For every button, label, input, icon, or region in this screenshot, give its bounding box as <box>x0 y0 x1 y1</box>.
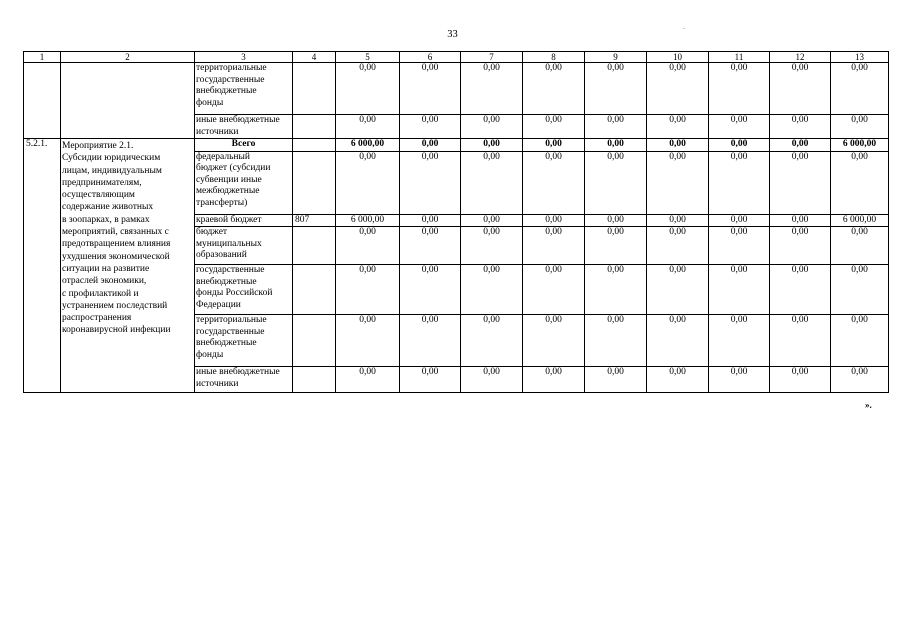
amount-cell: 0,00 <box>831 115 889 139</box>
funding-source-line: образований <box>196 250 247 260</box>
budget-table <box>23 51 889 393</box>
amount-cell: 6 000,00 <box>831 139 889 152</box>
amount-cell: 0,00 <box>709 227 770 265</box>
funding-source <box>195 367 293 393</box>
amount-cell: 0,00 <box>647 214 709 227</box>
amount-cell: 0,00 <box>585 151 647 214</box>
amount-cell: 0,00 <box>647 367 709 393</box>
measure-description-line: предпринимателям, <box>62 177 142 188</box>
funding-source-line: государственные <box>196 74 265 85</box>
funding-source-line: источники <box>196 126 239 137</box>
amount-cell: 0,00 <box>709 265 770 315</box>
amount-cell: 0,00 <box>461 227 523 265</box>
amount-cell: 0,00 <box>770 139 831 152</box>
budget-code <box>293 265 336 315</box>
funding-source-line: внебюджетные <box>196 86 257 96</box>
column-number: 7 <box>461 52 523 63</box>
amount-cell: 0,00 <box>336 151 400 214</box>
amount-cell: 0,00 <box>336 63 400 115</box>
amount-cell: 0,00 <box>336 367 400 393</box>
funding-source-line: межбюджетные <box>196 186 260 196</box>
funding-source <box>195 115 293 139</box>
funding-source <box>195 265 293 315</box>
measure-description-line: лицам, индивидуальным <box>62 165 162 176</box>
funding-source-line: фонды <box>196 97 224 108</box>
funding-source-line: внебюджетные <box>196 276 257 287</box>
amount-cell: 0,00 <box>400 151 461 214</box>
funding-source <box>195 151 293 214</box>
amount-cell: 0,00 <box>831 151 889 214</box>
column-number: 5 <box>336 52 400 63</box>
amount-cell: 6 000,00 <box>831 214 889 227</box>
amount-cell: 0,00 <box>400 227 461 265</box>
budget-code <box>293 139 336 152</box>
funding-source-line: субвенции иные <box>196 174 262 185</box>
funding-source-line: внебюджетные <box>196 338 257 348</box>
amount-cell: 0,00 <box>400 315 461 367</box>
amount-cell: 0,00 <box>647 315 709 367</box>
amount-cell: 0,00 <box>647 227 709 265</box>
amount-cell: 0,00 <box>461 63 523 115</box>
budget-code <box>293 315 336 367</box>
amount-cell: 0,00 <box>647 139 709 152</box>
amount-cell: 0,00 <box>585 367 647 393</box>
amount-cell: 0,00 <box>336 265 400 315</box>
amount-cell: 0,00 <box>523 214 585 227</box>
amount-cell: 0,00 <box>461 367 523 393</box>
item-description-cell <box>61 63 195 139</box>
amount-cell: 0,00 <box>709 367 770 393</box>
amount-cell: 0,00 <box>400 265 461 315</box>
funding-source <box>195 315 293 367</box>
funding-source-line: источники <box>196 378 239 389</box>
column-number: 3 <box>195 52 293 63</box>
amount-cell: 0,00 <box>585 214 647 227</box>
funding-source-line: территориальные <box>196 63 267 73</box>
column-number: 6 <box>400 52 461 63</box>
column-number: 12 <box>770 52 831 63</box>
funding-source <box>195 63 293 115</box>
amount-cell: 0,00 <box>400 139 461 152</box>
amount-cell: 0,00 <box>523 227 585 265</box>
budget-code: 807 <box>293 214 336 227</box>
amount-cell: 0,00 <box>523 139 585 152</box>
amount-cell: 0,00 <box>709 315 770 367</box>
funding-source <box>195 227 293 265</box>
funding-source <box>195 139 293 152</box>
amount-cell: 0,00 <box>709 151 770 214</box>
amount-cell: 0,00 <box>770 63 831 115</box>
budget-code <box>293 367 336 393</box>
amount-cell: 6 000,00 <box>336 214 400 227</box>
amount-cell: 0,00 <box>770 367 831 393</box>
amount-cell: 0,00 <box>336 315 400 367</box>
amount-cell: 0,00 <box>831 63 889 115</box>
funding-source-line: Федерации <box>196 299 241 310</box>
amount-cell: 0,00 <box>523 63 585 115</box>
amount-cell: 0,00 <box>461 265 523 315</box>
funding-source-line: иные внебюджетные <box>196 367 280 377</box>
amount-cell: 0,00 <box>831 227 889 265</box>
measure-description-line: Субсидии юридическим <box>62 153 161 164</box>
amount-cell: 0,00 <box>709 63 770 115</box>
column-number: 2 <box>61 52 195 63</box>
amount-cell: 0,00 <box>770 214 831 227</box>
funding-source-line: бюджет <box>196 227 228 237</box>
funding-source-line: краевой бюджет <box>196 214 262 225</box>
column-number: 11 <box>709 52 770 63</box>
item-number-cell <box>24 63 61 139</box>
funding-source <box>195 214 293 227</box>
amount-cell: 0,00 <box>400 115 461 139</box>
measure-description-line: содержание животных <box>62 202 154 213</box>
amount-cell: 0,00 <box>400 63 461 115</box>
amount-cell: 0,00 <box>523 367 585 393</box>
amount-cell: 0,00 <box>523 151 585 214</box>
amount-cell: 0,00 <box>585 139 647 152</box>
measure-description-line: распространения <box>62 313 132 324</box>
column-number: 8 <box>523 52 585 63</box>
table-row <box>24 139 889 152</box>
amount-cell: 0,00 <box>831 265 889 315</box>
funding-source-line: Всего <box>231 139 256 149</box>
amount-cell: 0,00 <box>770 151 831 214</box>
amount-cell: 0,00 <box>585 315 647 367</box>
amount-cell: 0,00 <box>770 265 831 315</box>
amount-cell: 0,00 <box>709 214 770 227</box>
measure-description-line: ухудшения экономической <box>62 251 170 262</box>
amount-cell: 0,00 <box>461 214 523 227</box>
amount-cell: 0,00 <box>585 265 647 315</box>
measure-description <box>61 139 195 393</box>
amount-cell: 0,00 <box>585 115 647 139</box>
amount-cell: 0,00 <box>523 315 585 367</box>
amount-cell: 0,00 <box>770 315 831 367</box>
amount-cell: 6 000,00 <box>336 139 400 152</box>
amount-cell: 0,00 <box>709 139 770 152</box>
funding-source-line: бюджет (субсидии <box>196 163 271 173</box>
column-number: 1 <box>24 52 61 63</box>
amount-cell: 0,00 <box>461 151 523 214</box>
amount-cell: 0,00 <box>336 115 400 139</box>
amount-cell: 0,00 <box>770 115 831 139</box>
measure-description-line: в зоопарках, в рамках <box>62 214 150 225</box>
amount-cell: 0,00 <box>585 227 647 265</box>
amount-cell: 0,00 <box>647 265 709 315</box>
column-number-row <box>24 52 889 63</box>
funding-source-line: фонды Российской <box>196 288 273 298</box>
budget-code <box>293 63 336 115</box>
amount-cell: 0,00 <box>647 63 709 115</box>
budget-code <box>293 151 336 214</box>
measure-description-line: с профилактикой и <box>62 288 139 299</box>
item-number: 5.2.1. <box>24 139 61 393</box>
funding-source-line: фонды <box>196 349 224 360</box>
funding-source-line: трансферты) <box>196 197 248 208</box>
amount-cell: 0,00 <box>709 115 770 139</box>
measure-description-line: мероприятий, связанных с <box>62 227 169 238</box>
measure-description-line: предотвращением влияния <box>62 239 171 250</box>
closing-quote-mark: ». <box>865 400 872 410</box>
funding-source-line: федеральный <box>196 151 250 162</box>
amount-cell: 0,00 <box>585 63 647 115</box>
stray-mark: . <box>683 22 685 31</box>
amount-cell: 0,00 <box>647 151 709 214</box>
amount-cell: 0,00 <box>461 139 523 152</box>
funding-source-line: территориальные <box>196 315 267 325</box>
measure-description-line: отраслей экономики, <box>62 276 147 287</box>
funding-source-line: государственные <box>196 265 265 275</box>
measure-description-line: осуществляющим <box>62 190 135 201</box>
amount-cell: 0,00 <box>336 227 400 265</box>
amount-cell: 0,00 <box>461 115 523 139</box>
amount-cell: 0,00 <box>400 214 461 227</box>
column-number: 9 <box>585 52 647 63</box>
amount-cell: 0,00 <box>461 315 523 367</box>
amount-cell: 0,00 <box>647 115 709 139</box>
amount-cell: 0,00 <box>523 115 585 139</box>
amount-cell: 0,00 <box>831 315 889 367</box>
amount-cell: 0,00 <box>770 227 831 265</box>
amount-cell: 0,00 <box>831 367 889 393</box>
measure-description-line: устранением последствий <box>62 300 168 311</box>
table-row <box>24 63 889 115</box>
column-number: 13 <box>831 52 889 63</box>
measure-description-line: ситуации на развитие <box>62 263 150 274</box>
budget-code <box>293 227 336 265</box>
funding-source-line: государственные <box>196 326 265 337</box>
funding-source-line: иные внебюджетные <box>196 115 280 125</box>
column-number: 10 <box>647 52 709 63</box>
measure-description-line: Мероприятие 2.1. <box>62 141 134 151</box>
measure-description-line: коронавирусной инфекции <box>62 325 171 336</box>
page-number: 33 <box>447 29 458 40</box>
amount-cell: 0,00 <box>400 367 461 393</box>
amount-cell: 0,00 <box>523 265 585 315</box>
budget-code <box>293 115 336 139</box>
column-number: 4 <box>293 52 336 63</box>
funding-source-line: муниципальных <box>196 238 262 249</box>
